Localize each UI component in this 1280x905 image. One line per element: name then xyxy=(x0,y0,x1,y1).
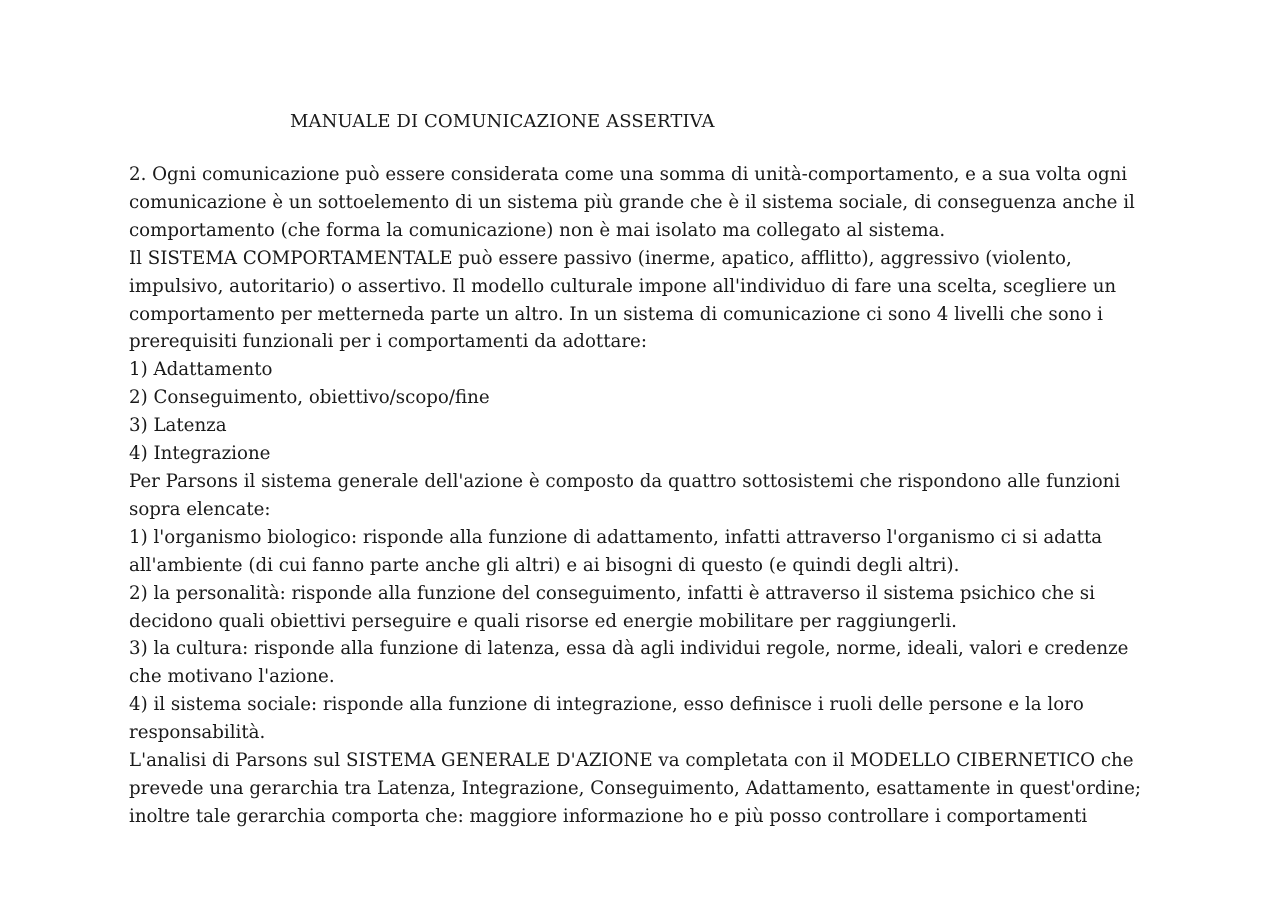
paragraph-parsons-intro: Per Parsons il sistema generale dell'azione è composto da quattro sottosistemi che rispondono alle funzioni sopra elencate: xyxy=(129,470,1121,520)
paragraph-intro-communication: 2. Ogni comunicazione può essere considerata come una somma di unità-comportamento, e a sua volta ogni comunicazione è un sottoelemento di un sistema più grande che è il sistema sociale, di conseguenza anche il comportamento (che forma la comunicazione) non è mai isolato ma collegato al sistema. xyxy=(129,164,1135,241)
paragraph-modello-cibernetico: L'analisi di Parsons sul SISTEMA GENERALE D'AZIONE va completata con il MODELLO CIBERNETICO che prevede una gerarchia tra Latenza, Integrazione, Conseguimento, Adattamento, esattamente in quest'ordine; inoltre tale gerarchia comporta che: maggiore informazione ho e più posso controllare i comportamenti xyxy=(129,750,1141,827)
paragraph-personalita: 2) la personalità: risponde alla funzione del conseguimento, infatti è attraverso il sistema psichico che si decidono quali obiettivi perseguire e quali risorse ed energie mobilitare per raggiungerli. xyxy=(129,582,1095,632)
list-item-latenza: 3) Latenza xyxy=(129,415,227,437)
list-item-conseguimento: 2) Conseguimento, obiettivo/scopo/fine xyxy=(129,387,490,409)
document-title: MANUALE DI COMUNICAZIONE ASSERTIVA xyxy=(290,111,715,132)
document-body xyxy=(129,161,1159,831)
list-item-integrazione: 4) Integrazione xyxy=(129,443,271,465)
paragraph-sistema-sociale: 4) il sistema sociale: risponde alla funzione di integrazione, esso definisce i ruoli delle persone e la loro responsabilità. xyxy=(129,694,1084,744)
paragraph-organismo-biologico: 1) l'organismo biologico: risponde alla funzione di adattamento, infatti attraverso l'organismo ci si adatta all'ambiente (di cui fanno parte anche gli altri) e ai bisogni di questo (e quindi degli altri). xyxy=(129,526,1103,576)
paragraph-cultura: 3) la cultura: risponde alla funzione di latenza, essa dà agli individui regole, norme, ideali, valori e credenze che motivano l'azione. xyxy=(129,638,1129,688)
paragraph-behavioral-system: Il SISTEMA COMPORTAMENTALE può essere passivo (inerme, apatico, afflitto), aggressivo (violento, impulsivo, autoritario) o assertivo. Il modello culturale impone all'individuo di fare una scelta, scegliere un comportamento per metterneda parte un altro. In un sistema di comunicazione ci sono 4 livelli che sono i prerequisiti funzionali per i comportamenti da adottare: xyxy=(129,247,1117,353)
list-item-adattamento: 1) Adattamento xyxy=(129,359,273,381)
